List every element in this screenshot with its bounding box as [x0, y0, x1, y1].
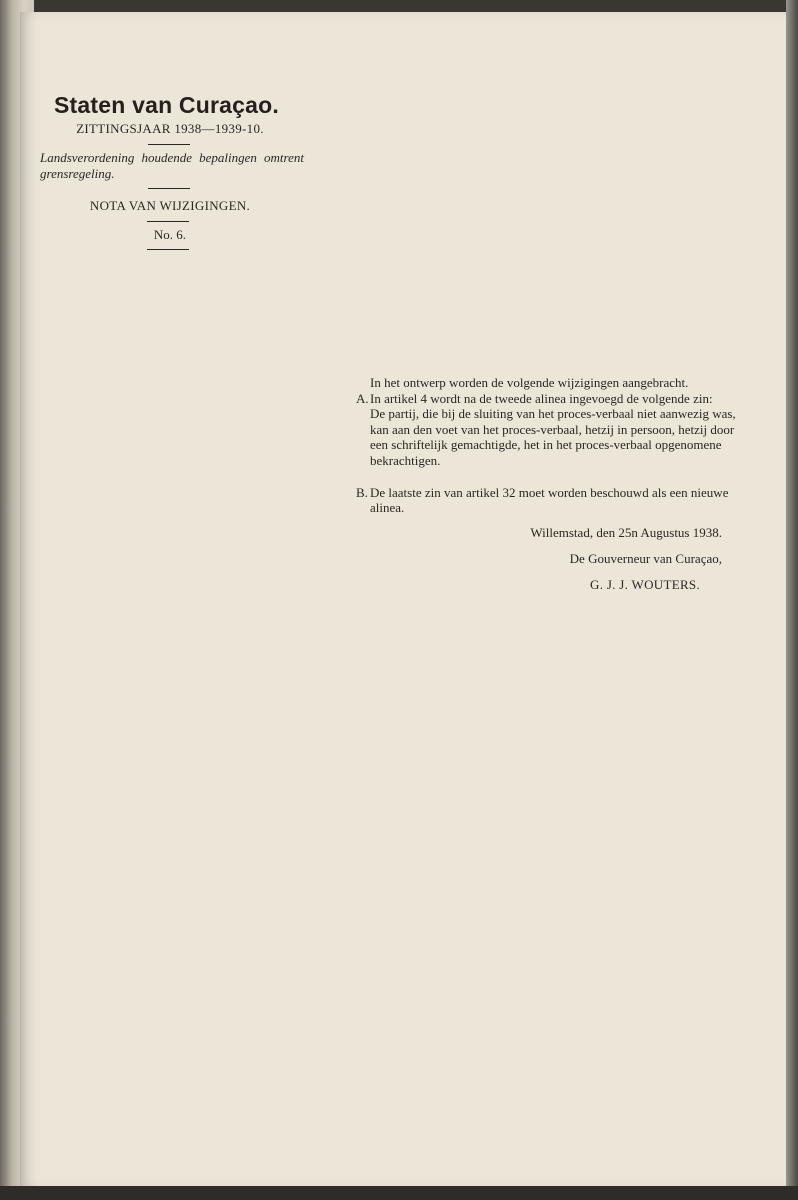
amendment-a-marker: A.	[356, 390, 369, 406]
amendment-a-quote: De partij, die bij de sluiting van het proces-verbaal niet aanwezig was, kan aan den voet van het proces-verbaal, hetzij in persoon, hetzij door een schriftelijk gemachtigde, het in het proces-verbaal opgenomene bekrachtigen.	[370, 406, 736, 468]
amendment-b-marker: B.	[356, 484, 368, 500]
divider	[147, 221, 189, 222]
place-date: Willemstad, den 25n Augustus 1938.	[530, 524, 722, 540]
document-header	[40, 92, 304, 250]
document-body	[352, 375, 736, 593]
amendment-a	[352, 391, 736, 469]
amendment-b	[352, 485, 736, 516]
divider	[147, 249, 189, 250]
intro-paragraph: In het ontwerp worden de volgende wijzigingen aangebracht.	[370, 375, 689, 390]
governor-title: De Gouverneur van Curaçao,	[569, 551, 722, 567]
page-edge-bottom	[0, 1186, 798, 1200]
amendment-a-text: In artikel 4 wordt na de tweede alinea ingevoegd de volgende zin:	[370, 390, 713, 406]
session-year: ZITTINGSJAAR 1938—1939-10.	[76, 121, 264, 136]
divider	[148, 188, 190, 189]
ordinance-subject: Landsverordening houdende bepalingen omtrent grensregeling.	[40, 150, 304, 181]
page-edge-right	[786, 0, 798, 1200]
nota-heading: NOTA VAN WIJZIGINGEN.	[89, 198, 251, 213]
amendment-b-text: De laatste zin van artikel 32 moet worden beschouwd als een nieuwe alinea.	[370, 484, 729, 516]
document-title: Staten van Curaçao.	[54, 92, 279, 118]
document-number: No. 6.	[153, 227, 187, 242]
signature: G. J. J. WOUTERS.	[590, 576, 700, 592]
divider	[148, 144, 190, 145]
